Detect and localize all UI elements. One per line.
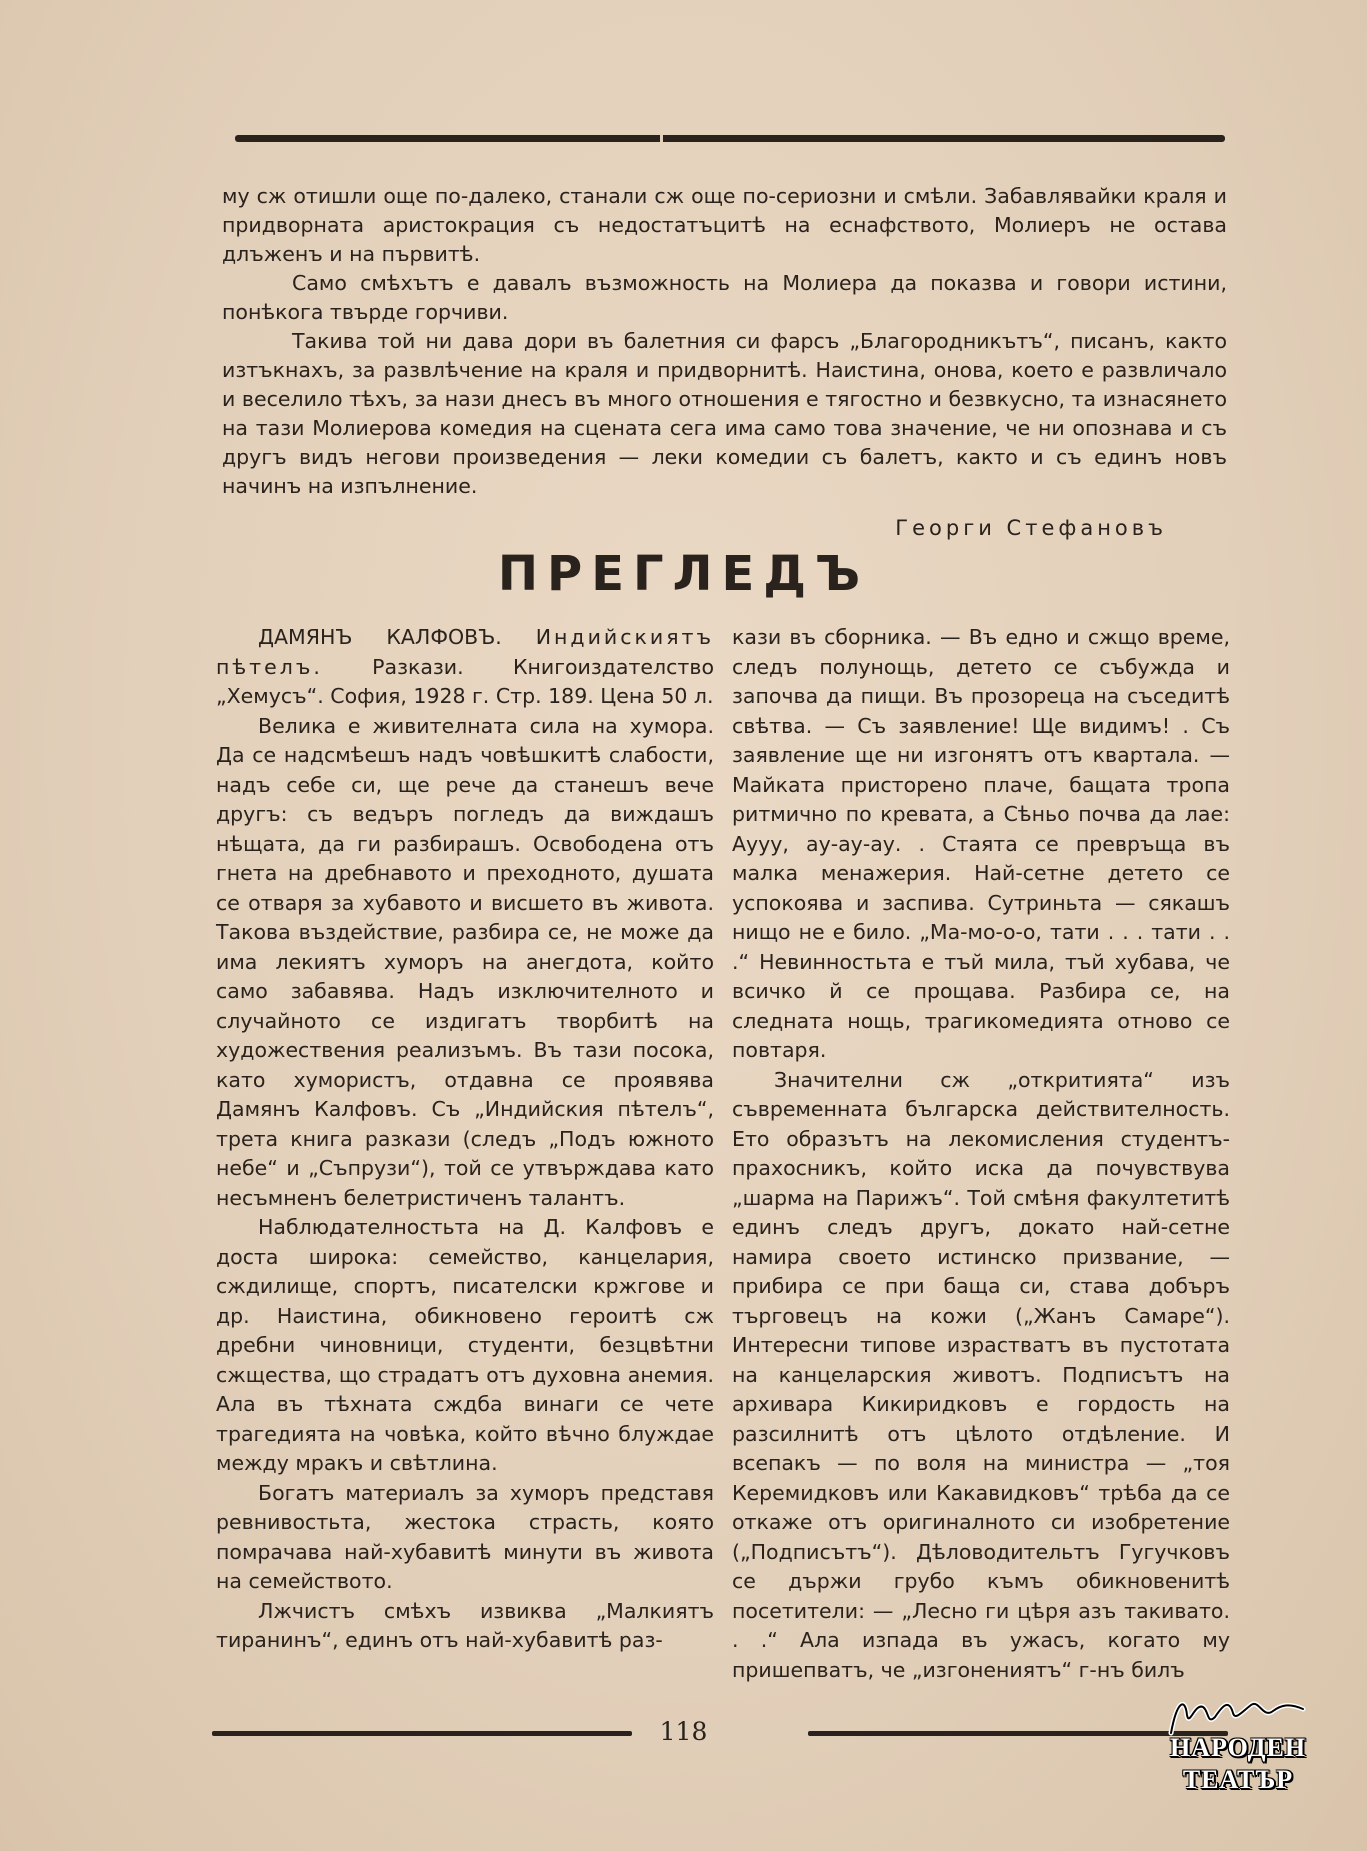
review-right-column <box>732 623 1230 1685</box>
logo-line-2: ТЕАТЪР <box>1182 1765 1294 1794</box>
section-title: ПРЕГЛЕДЪ <box>497 546 870 602</box>
intro-text <box>222 182 1227 501</box>
signature-icon <box>1163 1693 1313 1737</box>
theatre-logo <box>1143 1693 1333 1803</box>
review-paragraph: Наблюдателностьта на Д. Калфовъ е доста широка: семейство, канцелария, сждилище, спортъ, писателски кржгове и др. Наистина, обикновено героитѣ сж дребни чиновници, студенти, безцвѣтни сжщества, що страдатъ отъ духовна анемия. Ала въ тѣхната сждба винаги се чете трагедията на човѣка, който вѣчно блуждае между мракъ и свѣтлина. <box>216 1215 714 1475</box>
review-paragraph: Велика е живителната сила на хумора. Да се надсмѣешъ надъ човѣшкитѣ слабости, надъ себе си, ще рече да станешъ вече другъ: съ ведъръ погледъ да виждашъ нѣщата, да ги разбирашъ. Освободена отъ гнета на дребнавото и преходното, душата се отваря за хубавото и висшето въ живота. Такова въздействие, разбира се, не може да има лекиятъ хуморъ на анегдота, който само забавява. Надъ изключителното и случайното се издигатъ творбитѣ на художествения реализъмъ. Въ тази посока, като хумористъ, отдавна се проявява Дамянъ Калфовъ. Съ „Индийския пѣтелъ“, трета книга разкази (следъ „Подъ южното небе“ и „Съпрузи“), той се утвърждава като несъмненъ белетристиченъ талантъ. <box>216 713 714 1210</box>
review-paragraph: кази въ сборника. — Въ едно и сжщо време, следъ полунощь, детето се събужда и започва да пищи. Въ прозореца на съседитѣ свѣтва. — Съ заявление! Ще видимъ! . Съ заявление ще ни изгонятъ отъ квартала. — Майката присторено плаче, бащата тропа ритмично по кревата, а Сѣньо почва да лае: Аууу, ау-ау-ау. . Стаята се превръща въ малка менажерия. Най-сетне детето се успокоява и заспива. Сутриньта — сякашъ нищо не е било. „Ма-мо-о-о, тати . . . тати . . .“ Невинностьта е тъй мила, тъй хубава, че всичко й се прощава. Разбира се, на следната нощь, трагикомедията отново се повтаря. <box>732 625 1230 1062</box>
review-paragraph: Значителни сж „откритията“ изъ съвременната българска действителность. Ето образътъ на лекомисления студентъ-прахосникъ, който иска да почувствува „шарма на Парижъ“. Той смѣня факултетитѣ единъ следъ другъ, докато най-сетне намира своето истинско призвание, — прибира се при баща си, става добъръ търговецъ на кожи („Жанъ Самаре“). Интересни типове израстватъ въ пустотата на канцеларския животъ. Подписътъ на архивара Кикиридковъ е гордость на разсилнитѣ отъ цѣлото отдѣление. И всепакъ — по воля на министра — „тоя Керемидковъ или Какавидковъ“ трѣба да се откаже отъ оригиналното си изобретение („Подписътъ“). Дѣловодительтъ Гугучковъ се държи грубо къмъ обикновенитѣ посетители: — „Лесно ги цѣря азъ такивато. . .“ Ала изпада въ ужасъ, когато му пришепватъ, че „изгонениятъ“ г-нъ билъ <box>732 1067 1230 1682</box>
intro-paragraph-1: му сж отишли още по-далеко, станали сж още по-сериозни и смѣли. Забавлявайки краля и придворната аристокрация съ недостатъцитѣ на еснафството, Молиеръ не остава длъженъ и на първитѣ. <box>222 184 1227 266</box>
review-author: ДАМЯНЪ КАЛФОВЪ. <box>258 625 502 649</box>
author-signature: Георги Стефановъ <box>895 516 1167 540</box>
review-details: Разкази. Книгоиздателство „Хемусъ“. София, 1928 г. Стр. 189. Цена 50 л. <box>216 654 714 708</box>
review-paragraph: Богатъ материалъ за хуморъ представя ревнивостьта, жестока страсть, която помрачава най-хубавитѣ минути въ живота на семейството. <box>216 1480 714 1593</box>
page-number: 118 <box>659 1717 708 1746</box>
review-book-title: Индийскиятъ пѣтелъ. <box>216 625 714 679</box>
intro-paragraph-3: Такива той ни дава дори въ балетния си фарсъ „Благородникътъ“, писанъ, както изтъкнахъ, за развлѣчение на краля и придворнитѣ. Наистина, онова, което е развличало и веселило тѣхъ, за нази днесъ въ много отношения е тягостно и безвкусно, та изнасянето на тази Молиерова комедия на сцената сега има само това значение, че ни опознава и съ другъ видъ негови произведения — леки комедии съ балетъ, както и съ единъ новъ начинъ на изпълнение. <box>222 329 1227 498</box>
review-paragraph: Лжчистъ смѣхъ извиква „Малкиятъ тиранинъ“, единъ отъ най-хубавитѣ раз- <box>216 1598 714 1652</box>
intro-paragraph-2: Само смѣхътъ е давалъ възможность на Молиера да показва и говори истини, понѣкога твърде горчиви. <box>222 271 1227 324</box>
review-left-column <box>216 623 714 1656</box>
review-header <box>216 623 714 712</box>
top-rule <box>235 135 1225 142</box>
logo-line-1: НАРОДЕН <box>1169 1733 1307 1762</box>
